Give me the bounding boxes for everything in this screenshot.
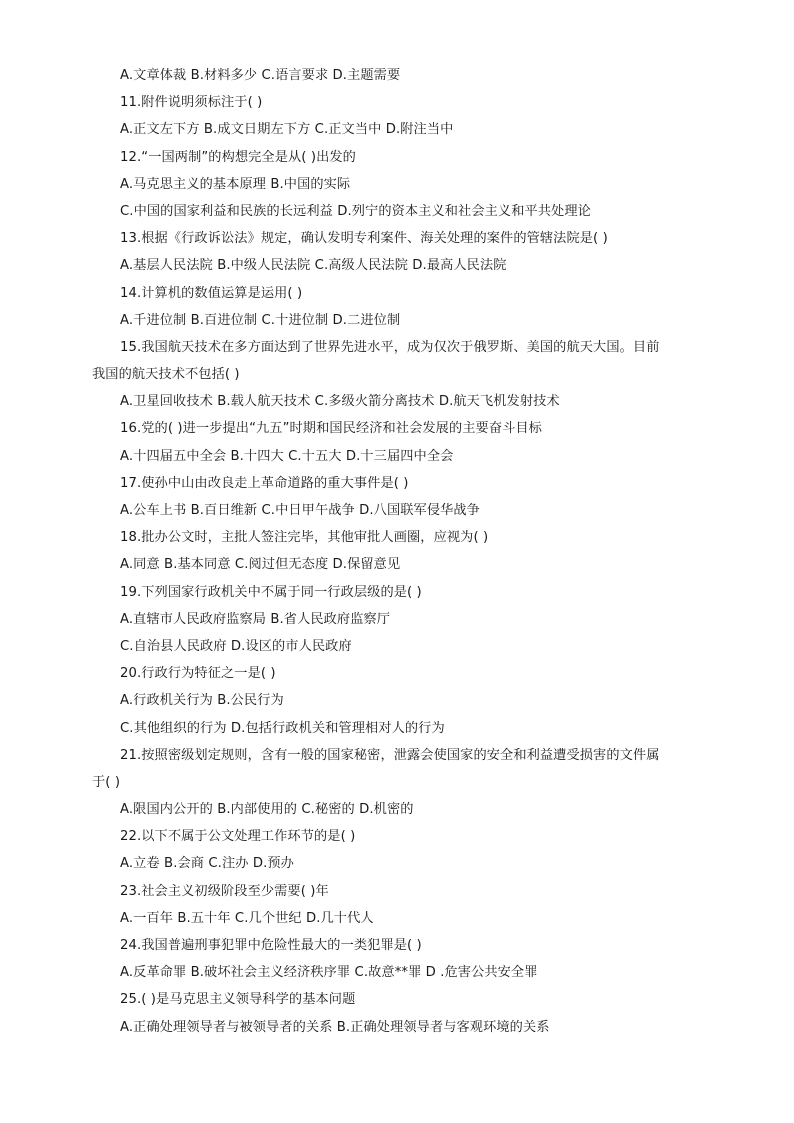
- option-line: A.基层人民法院 B.中级人民法院 C.高级人民法院 D.最高人民法院: [120, 258, 507, 274]
- question-16: 16.党的( )进一步提出“九五”时期和国民经济和社会发展的主要奋斗目标: [120, 421, 542, 437]
- question-17: 17.使孙中山由改良走上革命道路的重大事件是( ): [120, 475, 409, 491]
- option-line: A.千进位制 B.百进位制 C.十进位制 D.二进位制: [120, 312, 401, 328]
- option-line: A.限国内公开的 B.内部使用的 C.秘密的 D.机密的: [120, 802, 414, 818]
- question-22: 22.以下不属于公文处理工作环节的是( ): [120, 829, 356, 845]
- exam-questions: [92, 62, 702, 1041]
- question-12: 12.“一国两制”的构想完全是从( )出发的: [120, 149, 356, 165]
- option-line: A.公车上书 B.百日维新 C.中日甲午战争 D.八国联军侵华战争: [120, 503, 480, 518]
- option-line: C.中国的国家利益和民族的长远利益 D.列宁的资本主义和社会主义和平共处理论: [120, 203, 591, 219]
- option-line: A.马克思主义的基本原理 B.中国的实际: [120, 176, 351, 192]
- question-21: 21.按照密级划定规则，含有一般的国家秘密，泄露会使国家的安全和利益遭受损害的文件属: [120, 747, 660, 763]
- question-11: 11.附件说明须标注于( ): [120, 95, 263, 111]
- question-21-continuation: 于( ): [92, 774, 121, 790]
- option-line: A.同意 B.基本同意 C.阅过但无态度 D.保留意见: [120, 557, 401, 573]
- option-line: A.行政机关行为 B.公民行为: [120, 693, 284, 709]
- question-15-continuation: 我国的航天技术不包括( ): [92, 367, 240, 383]
- question-20: 20.行政行为特征之一是( ): [120, 666, 276, 682]
- option-line: A.正确处理领导者与被领导者的关系 B.正确处理领导者与客观环境的关系: [120, 1019, 550, 1035]
- option-line: A.反革命罪 B.破坏社会主义经济秩序罪 C.故意**罪 D .危害公共安全罪: [120, 965, 538, 981]
- option-line: A.一百年 B.五十年 C.几个世纪 D.几十代人: [120, 910, 374, 926]
- question-18: 18.批办公文时，主批人签注完毕，其他审批人画圈，应视为( ): [120, 530, 489, 546]
- option-line: A.直辖市人民政府监察局 B.省人民政府监察厅: [120, 611, 391, 627]
- option-line: A.卫星回收技术 B.载人航天技术 C.多级火箭分离技术 D.航天飞机发射技术: [120, 394, 560, 410]
- option-line: A.文章体裁 B.材料多少 C.语言要求 D.主题需要: [120, 68, 401, 83]
- option-line: A.立卷 B.会商 C.注办 D.预办: [120, 856, 294, 872]
- question-19: 19.下列国家行政机关中不属于同一行政层级的是( ): [120, 584, 422, 600]
- question-24: 24.我国普遍刑事犯罪中危险性最大的一类犯罪是( ): [120, 938, 422, 953]
- option-line: C.自治县人民政府 D.设区的市人民政府: [120, 638, 352, 654]
- option-line: A.正文左下方 B.成文日期左下方 C.正文当中 D.附注当中: [120, 122, 454, 138]
- option-line: A.十四届五中全会 B.十四大 C.十五大 D.十三届四中全会: [120, 448, 454, 464]
- question-13: 13.根据《行政诉讼法》规定，确认发明专利案件、海关处理的案件的管辖法院是( ): [120, 231, 608, 247]
- option-line: C.其他组织的行为 D.包括行政机关和管理相对人的行为: [120, 720, 445, 736]
- question-23: 23.社会主义初级阶段至少需要( )年: [120, 883, 329, 899]
- question-15: 15.我国航天技术在多方面达到了世界先进水平，成为仅次于俄罗斯、美国的航天大国。目前: [120, 339, 660, 355]
- question-14: 14.计算机的数值运算是运用( ): [120, 285, 303, 301]
- question-25: 25.( )是马克思主义领导科学的基本问题: [120, 992, 356, 1008]
